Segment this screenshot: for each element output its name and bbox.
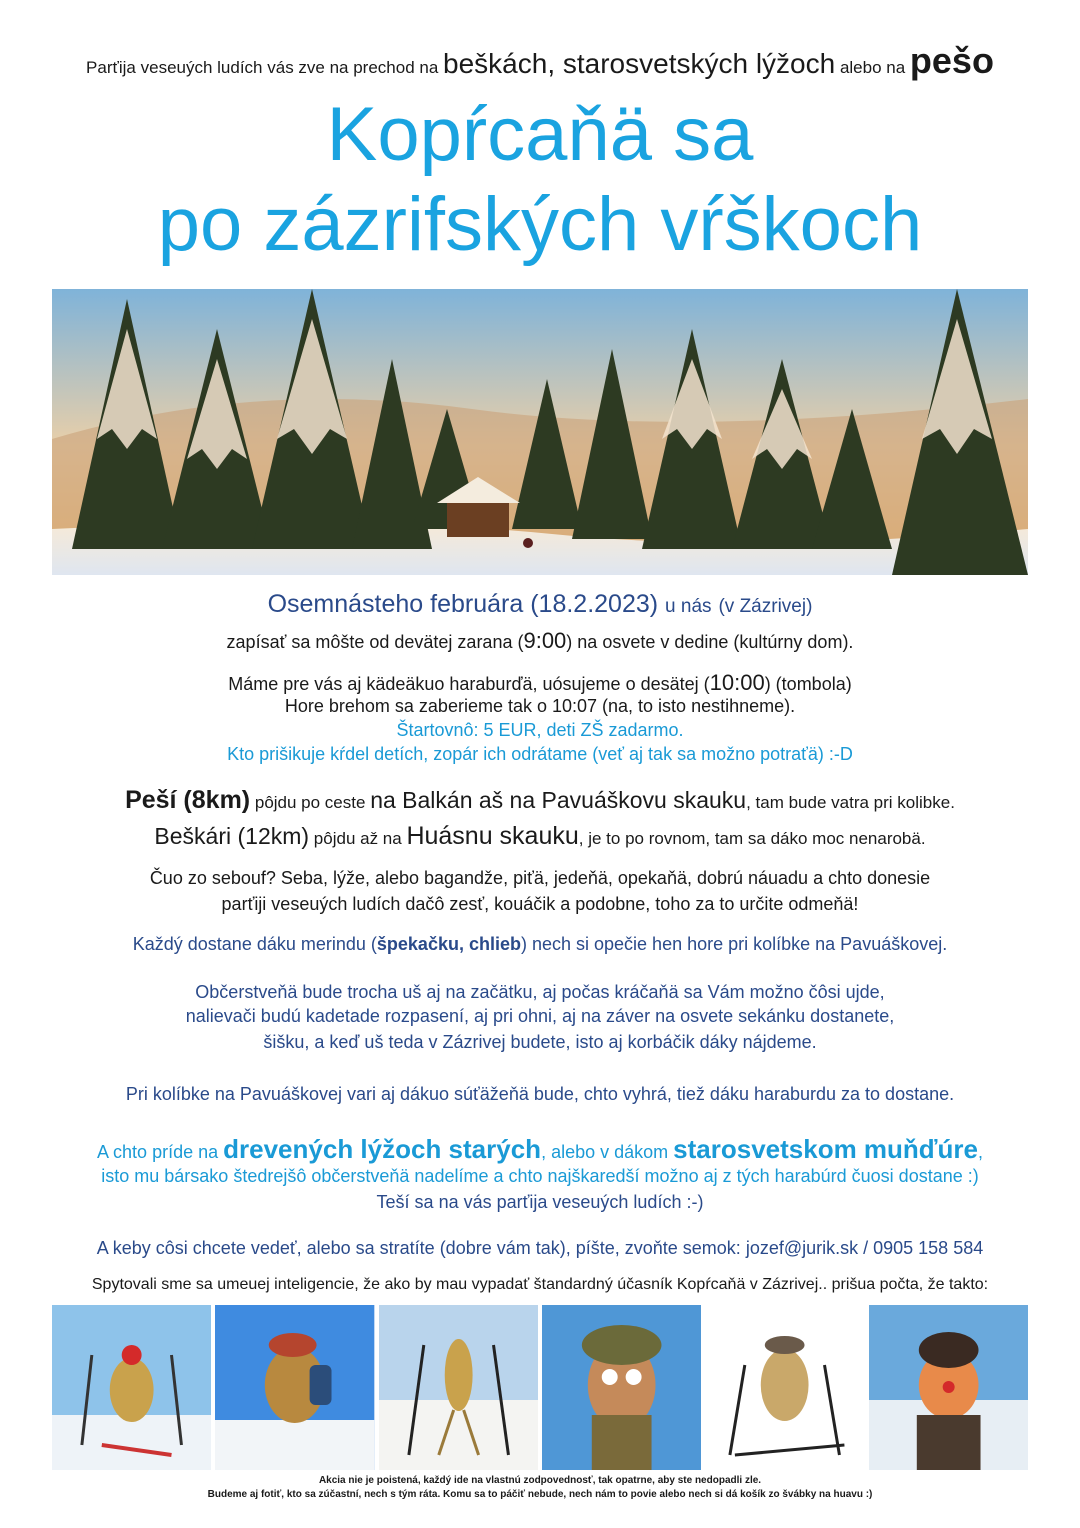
costume-text-a: A chto príde na xyxy=(97,1142,219,1162)
intro-text-b: beškách, starosvetských lýžoch xyxy=(443,48,836,79)
event-date xyxy=(0,590,1080,624)
costume-line-1 xyxy=(0,1134,1080,1166)
program-line xyxy=(0,670,1080,696)
fee-line: Štartovnô: 5 EUR, deti ZŠ zadarmo. xyxy=(396,720,684,740)
event-date-place-a: u nás xyxy=(665,596,712,617)
photo-potato-aviator xyxy=(542,1305,701,1470)
ski-text-b: Huásnu skauku xyxy=(406,822,579,850)
bring-line-1: Čuo zo sebouf? Seba, lýže, alebo bagandže, piťä, jedeňä, opekaňä, dobrú náuadu a chto donesie xyxy=(149,868,931,888)
title-line-1: Kopŕcaňä sa xyxy=(326,92,754,177)
walk-text-b: na Balkán aš na Pavuáškovu skauku xyxy=(370,787,747,813)
potato-skier-icon xyxy=(52,1305,211,1470)
footer-line-1: Akcia nie je poistená, každý ide na vlastnú zodpovednosť, tak opatrne, aby ste nedopadli zle. xyxy=(318,1475,762,1486)
event-date-main: Osemnásteho februára (18.2.2023) xyxy=(267,590,659,618)
costume-text-c: , alebo v dákom xyxy=(541,1142,669,1162)
kids-line: Kto prišikuje kŕdel detích, zopár ich odrátame (veť aj tak sa možno potraťä) :-D xyxy=(227,744,853,764)
food-text-c: ) nech si opečie hen hore pri kolíbke na Pavuáškovej. xyxy=(520,934,948,954)
page-title xyxy=(0,90,1080,270)
potato-aviator-icon xyxy=(542,1305,701,1470)
costume-text-e: , xyxy=(977,1142,983,1162)
refresh-line-3: šišku, a keď uš teda v Zázrivej budete, isto aj korbáčik dáky nájdeme. xyxy=(263,1032,817,1052)
refresh-line-1: Občerstveňä bude trocha uš aj na začätku, aj počas kráčaňä sa Vám možno čôsi ujde, xyxy=(195,982,885,1002)
walk-text-c: , tam bude vatra pri kolibke. xyxy=(746,793,955,812)
program-text-a: Máme pre vás aj kädeäkuo haraburďä, uósujeme o desätej ( xyxy=(228,674,710,694)
walk-text-a: pôjdu po ceste xyxy=(254,793,366,812)
food-text-a: Každý dostane dáku merindu ( xyxy=(132,934,377,954)
potato-hiker-icon xyxy=(215,1305,374,1470)
walk-label: Peší (8km) xyxy=(125,786,251,814)
winter-forest-banner xyxy=(52,289,1028,575)
food-line xyxy=(0,934,1080,982)
photo-potato-winter-hat xyxy=(869,1305,1028,1470)
photo-potato-skier-1 xyxy=(52,1305,211,1470)
intro-text-c: alebo na xyxy=(839,58,906,77)
costume-line-3: Teší sa na vás parťija veseuých ludích :-) xyxy=(376,1192,704,1212)
footer-line-2: Budeme aj fotiť, kto sa zúčastní, nech s tým ráta. Komu sa to páčiť nebude, nech nám to povie alebo nech si dá košík zo švábky na huavu :) xyxy=(207,1489,873,1500)
potato-photo-strip xyxy=(52,1305,1028,1470)
ai-line: Spytovali sme sa umeuej inteligencie, že ako by mau vypadať štandardný účasník Kopŕcaňä v Zázrivej.. prišua počta, že takto: xyxy=(91,1276,989,1293)
program-time: 10:00 xyxy=(709,670,765,695)
refresh-line-2: nalievači budú kadetade rozpasení, aj pri ohni, aj na záver na osvete sekánku dostanete, xyxy=(185,1006,895,1026)
ski-text-c: , je to po rovnom, tam sa dáko moc nenarobä. xyxy=(578,829,926,848)
title-line-2: po zázrifských vŕškoch xyxy=(157,182,923,267)
registration-text-b: ) na osvete v dedine (kultúrny dom). xyxy=(566,632,854,652)
event-date-place-b: (v Zázrivej) xyxy=(718,596,813,617)
intro-text-d: pešo xyxy=(909,40,994,81)
potato-skier-icon xyxy=(705,1305,864,1470)
walk-route xyxy=(0,786,1080,822)
contact-line: A keby côsi chcete vedeť, alebo sa stratíte (dobre vám tak), píšte, zvoňte semok: jozef@jurik.sk / 0905 158 584 xyxy=(96,1238,984,1258)
photo-potato-skier-4 xyxy=(705,1305,864,1470)
ski-label: Beškári (12km) xyxy=(154,823,310,849)
registration-line xyxy=(0,624,1080,670)
ski-route xyxy=(0,822,1080,868)
costume-text-b: drevených lýžoch starých xyxy=(223,1134,542,1164)
costume-text-d: starosvetskom muňďúre xyxy=(673,1134,978,1164)
registration-time: 9:00 xyxy=(523,628,567,653)
footer-disclaimer xyxy=(0,1474,1080,1502)
ski-text-a: pôjdu až na xyxy=(313,829,402,848)
contest-line: Pri kolíbke na Pavuáškovej vari aj dákuo súťäžeňä bude, chto vyhrá, tiež dáku haraburdu za to dostane. xyxy=(125,1084,955,1104)
start-line: Hore brehom sa zaberieme tak o 10:07 (na, to isto nestihneme). xyxy=(284,696,796,716)
intro-text-a: Parťija veseuých ludích vás zve na prechod na xyxy=(86,58,439,77)
costume-line-2: isto mu bársako štedrejšô občerstveňä nadelíme a chto najškaredší možno aj z tých harabúrd čuosi dostane :) xyxy=(101,1166,979,1186)
photo-potato-skier-2 xyxy=(215,1305,374,1470)
registration-text-a: zapísať sa môšte od devätej zarana ( xyxy=(226,632,524,652)
intro-line xyxy=(0,40,1080,82)
potato-winter-hat-icon xyxy=(869,1305,1028,1470)
photo-potato-skier-3 xyxy=(379,1305,538,1470)
food-text-b: špekačku, chlieb xyxy=(376,934,521,954)
potato-walker-icon xyxy=(379,1305,538,1470)
winter-forest-illustration xyxy=(52,289,1028,575)
event-details xyxy=(0,590,1080,1300)
program-text-b: ) (tombola) xyxy=(764,674,852,694)
bring-line-2: parťiji veseuých ludích dačô zesť, kouáčik a podobne, toho za to určite odmeňä! xyxy=(221,894,859,914)
